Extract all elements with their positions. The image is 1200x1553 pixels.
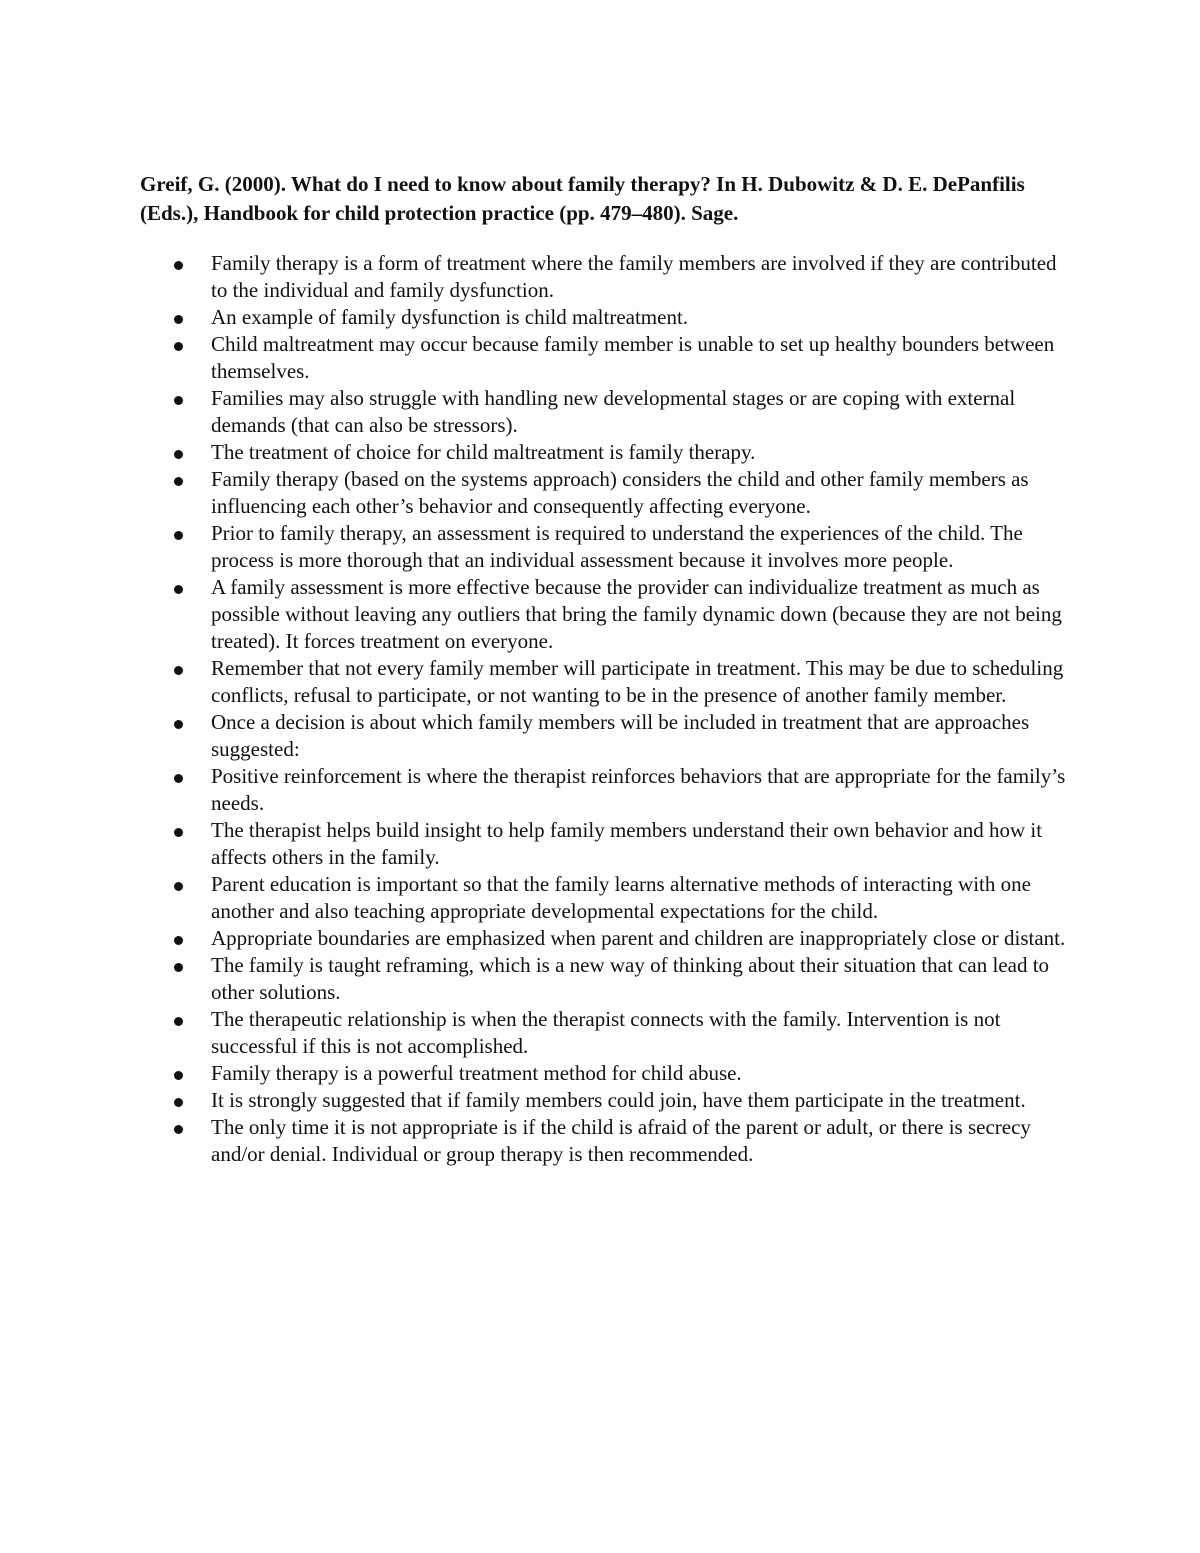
note-text: The only time it is not appropriate is if the child is afraid of the parent or adult, or there is secrecy and/or denial. Individual or group therapy is then recommended. xyxy=(211,1115,1031,1166)
list-item xyxy=(140,763,1070,817)
list-item xyxy=(140,655,1070,709)
list-item xyxy=(140,574,1070,655)
note-text: Child maltreatment may occur because family member is unable to set up healthy bounders between themselves. xyxy=(211,332,1055,383)
bullet-icon xyxy=(174,477,183,486)
note-text: The therapeutic relationship is when the therapist connects with the family. Intervention is not successful if this is not accomplished. xyxy=(211,1007,1001,1058)
bullet-icon xyxy=(174,585,183,594)
bullet-icon xyxy=(174,315,183,324)
list-item xyxy=(140,385,1070,439)
note-text: Once a decision is about which family members will be included in treatment that are approaches suggested: xyxy=(211,710,1030,761)
list-item xyxy=(140,709,1070,763)
list-item xyxy=(140,466,1070,520)
bullet-icon xyxy=(174,774,183,783)
note-text: Parent education is important so that the family learns alternative methods of interacting with one another and also teaching appropriate developmental expectations for the child. xyxy=(211,872,1031,923)
bullet-icon xyxy=(174,882,183,891)
note-text: The treatment of choice for child maltreatment is family therapy. xyxy=(211,440,756,464)
bullet-icon xyxy=(174,1125,183,1134)
bullet-icon xyxy=(174,342,183,351)
note-text: Families may also struggle with handling new developmental stages or are coping with external demands (that can also be stressors). xyxy=(211,386,1016,437)
note-text: Prior to family therapy, an assessment is required to understand the experiences of the child. The process is more thorough that an individual assessment because it involves more people. xyxy=(211,521,1023,572)
notes-list xyxy=(140,250,1070,1168)
list-item xyxy=(140,952,1070,1006)
list-item xyxy=(140,1006,1070,1060)
citation-heading: Greif, G. (2000). What do I need to know about family therapy? In H. Dubowitz & D. E. DePanfilis (Eds.), Handbook for child protection practice (pp. 479–480). Sage. xyxy=(140,172,1025,225)
list-item xyxy=(140,250,1070,304)
bullet-icon xyxy=(174,450,183,459)
bullet-icon xyxy=(174,720,183,729)
note-text: Family therapy is a powerful treatment method for child abuse. xyxy=(211,1061,742,1085)
bullet-icon xyxy=(174,936,183,945)
bullet-icon xyxy=(174,531,183,540)
bullet-icon xyxy=(174,666,183,675)
note-text: An example of family dysfunction is child maltreatment. xyxy=(211,305,689,329)
list-item xyxy=(140,1060,1070,1087)
note-text: Remember that not every family member will participate in treatment. This may be due to scheduling conflicts, refusal to participate, or not wanting to be in the presence of another family member. xyxy=(211,656,1064,707)
list-item xyxy=(140,871,1070,925)
note-text: The family is taught reframing, which is a new way of thinking about their situation that can lead to other solutions. xyxy=(211,953,1050,1004)
bullet-icon xyxy=(174,1071,183,1080)
note-text: It is strongly suggested that if family members could join, have them participate in the treatment. xyxy=(211,1088,1026,1112)
bullet-icon xyxy=(174,396,183,405)
bullet-icon xyxy=(174,261,183,270)
bullet-icon xyxy=(174,1017,183,1026)
list-item xyxy=(140,331,1070,385)
list-item xyxy=(140,817,1070,871)
note-text: Appropriate boundaries are emphasized when parent and children are inappropriately close or distant. xyxy=(211,926,1066,950)
bullet-icon xyxy=(174,963,183,972)
bullet-icon xyxy=(174,1098,183,1107)
bullet-icon xyxy=(174,828,183,837)
list-item xyxy=(140,520,1070,574)
list-item xyxy=(140,439,1070,466)
note-text: A family assessment is more effective because the provider can individualize treatment as much as possible without leaving any outliers that bring the family dynamic down (because they are not being treated). It forces treatment on everyone. xyxy=(211,575,1062,653)
note-text: Family therapy is a form of treatment where the family members are involved if they are contributed to the individual and family dysfunction. xyxy=(211,251,1057,302)
list-item xyxy=(140,1087,1070,1114)
list-item xyxy=(140,1114,1070,1168)
list-item xyxy=(140,304,1070,331)
list-item xyxy=(140,925,1070,952)
note-text: Family therapy (based on the systems approach) considers the child and other family members as influencing each other’s behavior and consequently affecting everyone. xyxy=(211,467,1029,518)
note-text: The therapist helps build insight to help family members understand their own behavior and how it affects others in the family. xyxy=(211,818,1043,869)
note-text: Positive reinforcement is where the therapist reinforces behaviors that are appropriate for the family’s needs. xyxy=(211,764,1066,815)
